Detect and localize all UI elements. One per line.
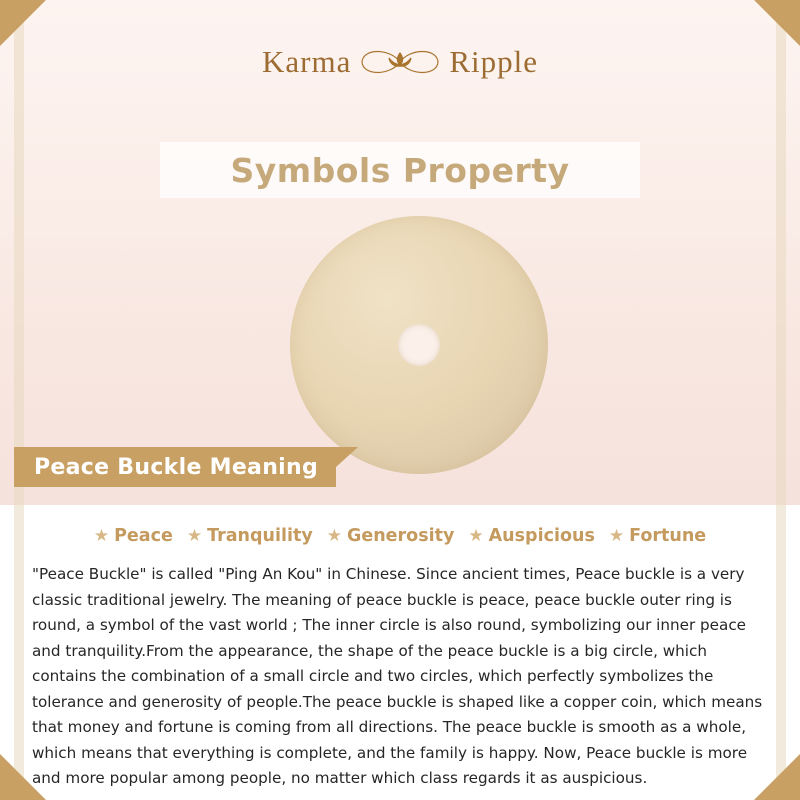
keyword-item bbox=[609, 526, 706, 546]
brand-name-left: Karma bbox=[261, 44, 352, 79]
peace-buckle-inner-hole bbox=[398, 324, 440, 366]
keyword-item bbox=[327, 526, 455, 546]
section-banner-tail bbox=[336, 447, 358, 487]
page-title-text: Symbols Property bbox=[230, 150, 570, 190]
lotus-infinity-icon bbox=[357, 45, 443, 79]
section-banner bbox=[14, 447, 358, 487]
star-icon: ★ bbox=[468, 525, 484, 546]
keyword-item bbox=[468, 526, 594, 546]
corner-top-left-decoration bbox=[0, 0, 46, 46]
left-edge-stripe bbox=[14, 0, 24, 800]
body-paragraph: "Peace Buckle" is called "Ping An Kou" in Chinese. Since ancient times, Peace buckle is a very classic traditional jewelry. The meaning of peace buckle is peace, peace buckle outer ring is round, a symbol of the vast world ; The inner circle is also round, symbolizing our inner peace and tranquility.From the appearance, the shape of the peace buckle is a big circle, which contains the combination of a small circle and two circles, which perfectly symbolizes the tolerance and generosity of people.The peace buckle is shaped like a copper coin, which means that money and fortune is coming from all directions. The peace buckle is smooth as a whole, which means that everything is complete, and the family is happy. Now, Peace buckle is more and more popular among people, no matter which class regards it as auspicious. bbox=[32, 565, 763, 787]
keyword-item bbox=[187, 526, 313, 546]
brand-logo bbox=[0, 44, 800, 80]
keyword-label: Auspicious bbox=[488, 526, 595, 546]
star-icon: ★ bbox=[608, 525, 625, 546]
keyword-label: Tranquility bbox=[207, 526, 313, 546]
keyword-item bbox=[94, 526, 173, 546]
section-banner-body bbox=[14, 447, 336, 487]
keyword-label: Generosity bbox=[346, 526, 455, 546]
keyword-label: Peace bbox=[114, 526, 173, 546]
star-icon: ★ bbox=[326, 525, 342, 546]
star-icon: ★ bbox=[186, 525, 203, 546]
star-icon: ★ bbox=[93, 525, 110, 546]
keyword-label: Fortune bbox=[629, 526, 707, 546]
section-banner-label: Peace Buckle Meaning bbox=[34, 454, 319, 480]
right-edge-stripe bbox=[776, 0, 786, 800]
brand-row bbox=[262, 44, 538, 80]
peace-buckle-illustration bbox=[290, 216, 548, 474]
corner-top-right-decoration bbox=[754, 0, 800, 46]
brand-name-right: Ripple bbox=[449, 44, 538, 79]
page-title bbox=[160, 142, 640, 198]
keyword-list bbox=[0, 526, 800, 546]
